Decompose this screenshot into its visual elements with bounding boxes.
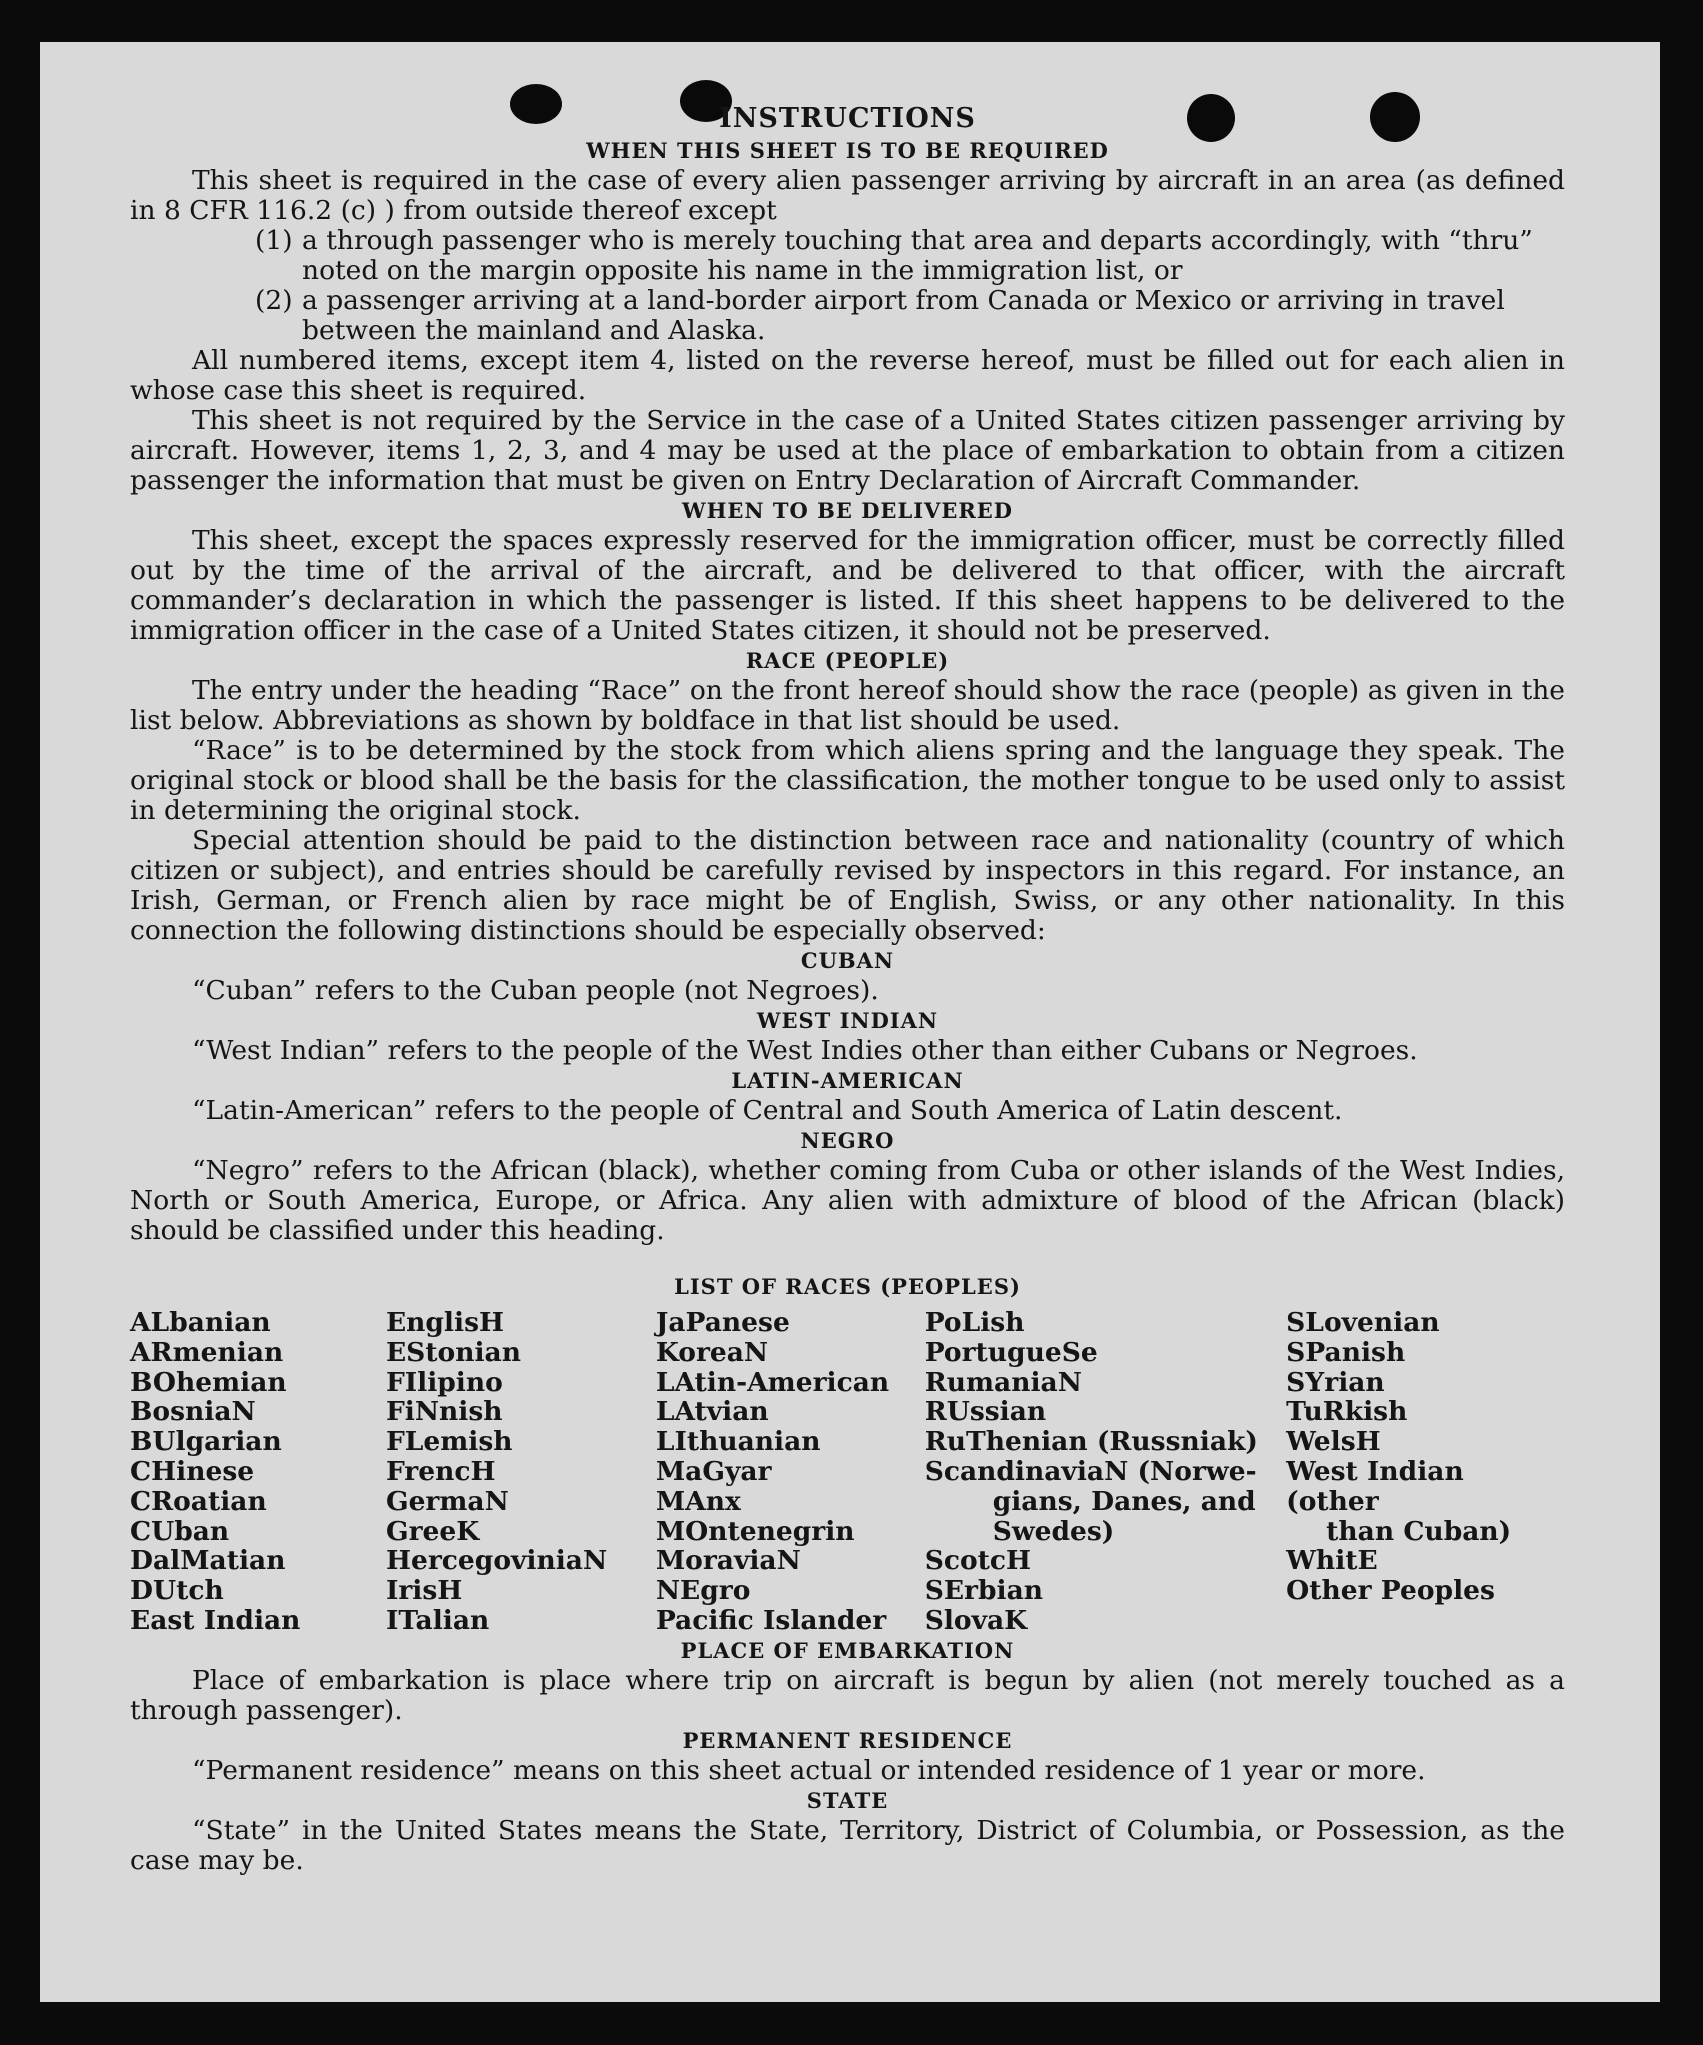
race-column bbox=[925, 1308, 1286, 1636]
race-entry: PortugueSe bbox=[924, 1336, 1098, 1368]
section-west-indian bbox=[130, 1006, 1565, 1066]
section-heading: LIST OF RACES (PEOPLES) bbox=[674, 1274, 1021, 1299]
section-heading: LATIN-AMERICAN bbox=[731, 1068, 964, 1093]
list-of-races bbox=[130, 1272, 1565, 1636]
race-entry: MoraviaN bbox=[655, 1545, 801, 1577]
race-entry: MAnx bbox=[655, 1485, 741, 1517]
item-number: (1) bbox=[255, 225, 293, 256]
section-heading: PERMANENT RESIDENCE bbox=[682, 1727, 1013, 1753]
document-page bbox=[40, 42, 1660, 2002]
paragraph: “Latin-American” refers to the people of Central and South America of Latin descent. bbox=[192, 1095, 1343, 1126]
section-race bbox=[130, 646, 1565, 946]
section-state bbox=[130, 1786, 1565, 1876]
race-entry: than Cuban) bbox=[1326, 1515, 1512, 1547]
race-entry: West Indian (other bbox=[1286, 1455, 1464, 1517]
page-title: INSTRUCTIONS bbox=[719, 103, 976, 134]
paragraph: This sheet is not required by the Service in the case of a United States citizen passenger arriving by aircraft. However, items 1, 2, 3, and 4 may be used at the place of embarkation to obtain from a citizen passenger the information that must be given on Entry Declaration of Aircraft Commander. bbox=[130, 405, 1565, 496]
section-heading: WHEN THIS SHEET IS TO BE REQUIRED bbox=[586, 138, 1109, 163]
exception-item bbox=[130, 286, 1565, 346]
race-entry: FiNnish bbox=[385, 1396, 503, 1428]
race-entry: ScandinaviaN (Norwe- bbox=[924, 1455, 1257, 1487]
section-heading: STATE bbox=[806, 1787, 889, 1813]
race-entry: SPanish bbox=[1286, 1336, 1406, 1368]
race-entry: ARmenian bbox=[130, 1336, 284, 1368]
race-entry: CRoatian bbox=[130, 1485, 267, 1517]
race-entry: ITalian bbox=[385, 1604, 490, 1636]
item-text: a through passenger who is merely touching that area and departs accordingly, with “thru” noted on the margin opposite his name in the immigration list, or bbox=[302, 225, 1533, 286]
section-cuban bbox=[130, 946, 1565, 1006]
race-column bbox=[656, 1308, 925, 1636]
paragraph: “State” in the United States means the State, Territory, District of Columbia, or Possession, as the case may be. bbox=[130, 1814, 1565, 1876]
race-entry: RuThenian (Russniak) bbox=[924, 1426, 1258, 1458]
race-entry: gians, Danes, and bbox=[992, 1485, 1256, 1517]
section-when-required bbox=[130, 136, 1565, 496]
race-entry: Pacific Islander bbox=[655, 1604, 887, 1636]
race-entry: WelsH bbox=[1286, 1426, 1381, 1458]
race-entry: GermaN bbox=[385, 1485, 509, 1517]
race-entry: HercegoviniaN bbox=[385, 1545, 608, 1577]
races-columns bbox=[130, 1308, 1565, 1636]
race-entry: NEgro bbox=[655, 1575, 751, 1607]
race-column bbox=[130, 1308, 386, 1636]
paragraph: “Cuban” refers to the Cuban people (not Negroes). bbox=[192, 975, 879, 1006]
race-entry: WhitE bbox=[1286, 1545, 1378, 1577]
paragraph: “Race” is to be determined by the stock from which aliens spring and the language they speak. The original stock or blood shall be the basis for the classification, the mother tongue to be used only to assist in determining the original stock. bbox=[130, 735, 1565, 826]
race-entry: SLovenian bbox=[1286, 1307, 1440, 1338]
paragraph: This sheet is required in the case of every alien passenger arriving by aircraft in an area (as defined in 8 CFR 116.2 (c) ) from outside thereof except bbox=[130, 165, 1565, 226]
race-entry: MaGyar bbox=[655, 1455, 772, 1487]
race-entry: BUlgarian bbox=[130, 1426, 282, 1458]
race-entry: GreeK bbox=[385, 1515, 480, 1547]
race-entry: FLemish bbox=[385, 1426, 513, 1458]
race-entry: MOntenegrin bbox=[655, 1515, 855, 1547]
race-entry: JaPanese bbox=[655, 1307, 790, 1338]
section-heading: WEST INDIAN bbox=[756, 1008, 939, 1033]
section-heading: PLACE OF EMBARKATION bbox=[680, 1637, 1015, 1663]
race-entry: DUtch bbox=[130, 1575, 224, 1607]
paragraph: “Negro” refers to the African (black), whether coming from Cuba or other islands of the West Indies, North or South America, Europe, or Africa. Any alien with admixture of blood of the African (black) should be classified under this heading. bbox=[130, 1155, 1565, 1246]
section-heading: WHEN TO BE DELIVERED bbox=[681, 498, 1013, 523]
race-entry: CHinese bbox=[130, 1455, 255, 1487]
race-entry: Other Peoples bbox=[1286, 1575, 1495, 1607]
section-place-of-embarkation bbox=[130, 1636, 1565, 1726]
race-entry: ALbanian bbox=[130, 1307, 271, 1338]
item-text: a passenger arriving at a land-border airport from Canada or Mexico or arriving in travel between the mainland and Alaska. bbox=[302, 285, 1505, 346]
race-entry: BosniaN bbox=[130, 1396, 256, 1428]
race-entry: KoreaN bbox=[655, 1336, 769, 1368]
race-entry: EnglisH bbox=[385, 1307, 505, 1338]
race-entry: IrisH bbox=[385, 1575, 463, 1607]
race-entry: LIthuanian bbox=[655, 1426, 821, 1458]
race-entry: PoLish bbox=[924, 1307, 1025, 1338]
item-number: (2) bbox=[255, 285, 293, 316]
race-entry: LAtvian bbox=[655, 1396, 769, 1428]
race-entry: TuRkish bbox=[1286, 1396, 1408, 1428]
race-entry: RUssian bbox=[924, 1396, 1047, 1428]
paragraph: Place of embarkation is place where trip on aircraft is begun by alien (not merely touched as a through passenger). bbox=[130, 1664, 1565, 1726]
section-latin-american bbox=[130, 1066, 1565, 1126]
race-entry: DalMatian bbox=[130, 1545, 286, 1577]
exception-item bbox=[130, 226, 1565, 286]
race-entry: FIlipino bbox=[385, 1366, 503, 1398]
paragraph: All numbered items, except item 4, listed on the reverse hereof, must be filled out for each alien in whose case this sheet is required. bbox=[130, 345, 1565, 406]
section-heading: NEGRO bbox=[800, 1128, 895, 1153]
race-entry: RumaniaN bbox=[924, 1366, 1082, 1398]
section-heading: RACE (PEOPLE) bbox=[745, 648, 950, 673]
section-heading: CUBAN bbox=[800, 948, 895, 973]
paragraph: “Permanent residence” means on this sheet actual or intended residence of 1 year or more. bbox=[192, 1754, 1426, 1786]
race-entry: SYrian bbox=[1286, 1366, 1385, 1398]
race-entry: BOhemian bbox=[130, 1366, 287, 1398]
section-when-delivered bbox=[130, 496, 1565, 646]
race-entry: SlovaK bbox=[924, 1604, 1028, 1636]
race-entry: ScotcH bbox=[924, 1545, 1032, 1577]
race-column bbox=[1286, 1308, 1565, 1636]
section-permanent-residence bbox=[130, 1726, 1565, 1786]
paragraph: The entry under the heading “Race” on the front hereof should show the race (people) as given in the list below. Abbreviations as shown by boldface in that list should be used. bbox=[130, 675, 1565, 736]
instructions-content bbox=[130, 102, 1565, 1876]
paragraph: This sheet, except the spaces expressly reserved for the immigration officer, must be correctly filled out by the time of the arrival of the aircraft, and be delivered to that officer, with the aircraft commander’s declaration in which the passenger is listed. If this sheet happens to be delivered to the immigration officer in the case of a United States citizen, it should not be preserved. bbox=[130, 525, 1565, 646]
section-negro bbox=[130, 1126, 1565, 1246]
paragraph: Special attention should be paid to the distinction between race and nationality (country of which citizen or subject), and entries should be carefully revised by inspectors in this regard. For instance, an Irish, German, or French alien by race might be of English, Swiss, or any other nationality. In this connection the following distinctions should be especially observed: bbox=[130, 825, 1565, 946]
race-entry: SErbian bbox=[924, 1575, 1044, 1607]
race-column bbox=[386, 1308, 656, 1636]
race-entry: Swedes) bbox=[992, 1515, 1115, 1547]
paragraph: “West Indian” refers to the people of the West Indies other than either Cubans or Negroes. bbox=[192, 1035, 1418, 1066]
race-entry: EStonian bbox=[385, 1336, 521, 1368]
race-entry: FrencH bbox=[385, 1455, 496, 1487]
race-entry: LAtin-American bbox=[655, 1366, 890, 1398]
race-entry: East Indian bbox=[130, 1604, 301, 1636]
race-entry: CUban bbox=[130, 1515, 230, 1547]
